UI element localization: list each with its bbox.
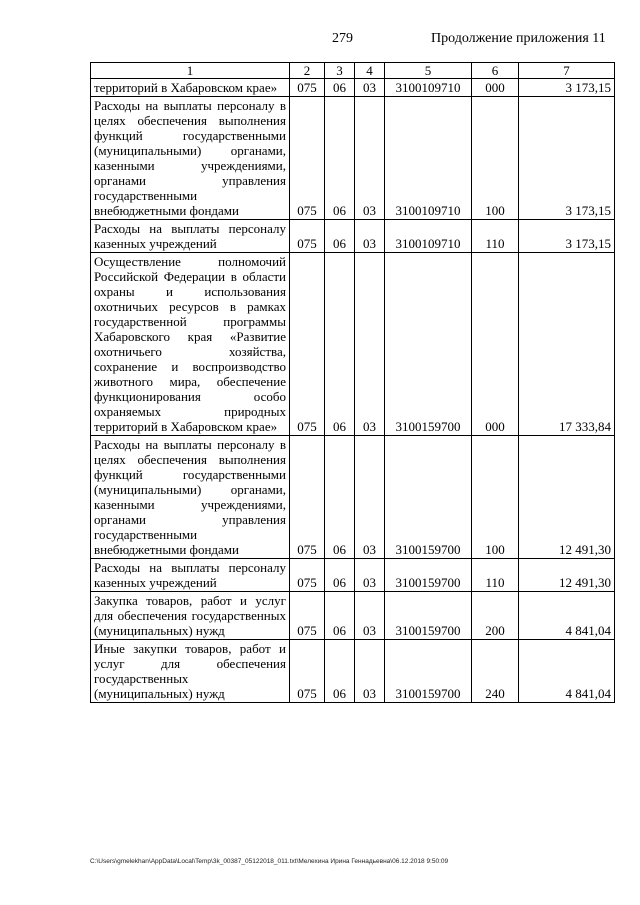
amount: 12 491,30 [519, 559, 615, 592]
subsection-code: 03 [355, 640, 385, 703]
amount: 3 173,15 [519, 97, 615, 220]
appendix-continuation-title: Продолжение приложения 11 [431, 31, 606, 46]
section-code: 06 [325, 436, 355, 559]
subsection-code: 03 [355, 79, 385, 97]
expense-type-code: 100 [472, 436, 519, 559]
target-article-code: 3100109710 [385, 97, 472, 220]
column-header: 1 [91, 63, 290, 79]
expense-type-code: 110 [472, 559, 519, 592]
target-article-code: 3100159700 [385, 592, 472, 640]
budget-table [90, 62, 615, 703]
expense-name: Расходы на выплаты персоналу казенных учреждений [91, 559, 290, 592]
target-article-code: 3100159700 [385, 436, 472, 559]
target-article-code: 3100159700 [385, 559, 472, 592]
table-row [91, 436, 615, 559]
column-header: 3 [325, 63, 355, 79]
ministry-code: 075 [290, 640, 325, 703]
amount: 4 841,04 [519, 592, 615, 640]
expense-name: Расходы на выплаты персоналу казенных учреждений [91, 220, 290, 253]
page-number: 279 [332, 31, 353, 46]
section-code: 06 [325, 592, 355, 640]
column-header: 2 [290, 63, 325, 79]
table-row [91, 79, 615, 97]
subsection-code: 03 [355, 253, 385, 436]
expense-type-code: 240 [472, 640, 519, 703]
table-row [91, 253, 615, 436]
column-number-row [91, 63, 615, 79]
table-row [91, 592, 615, 640]
section-code: 06 [325, 559, 355, 592]
expense-name: Закупка товаров, работ и услуг для обеспечения государственных (муниципальных) нужд [91, 592, 290, 640]
table-row [91, 559, 615, 592]
table-row [91, 97, 615, 220]
ministry-code: 075 [290, 220, 325, 253]
expense-type-code: 110 [472, 220, 519, 253]
subsection-code: 03 [355, 592, 385, 640]
ministry-code: 075 [290, 97, 325, 220]
amount: 17 333,84 [519, 253, 615, 436]
target-article-code: 3100159700 [385, 640, 472, 703]
amount: 3 173,15 [519, 220, 615, 253]
subsection-code: 03 [355, 220, 385, 253]
ministry-code: 075 [290, 253, 325, 436]
section-code: 06 [325, 97, 355, 220]
subsection-code: 03 [355, 559, 385, 592]
column-header: 5 [385, 63, 472, 79]
section-code: 06 [325, 253, 355, 436]
expense-name: Расходы на выплаты персоналу в целях обеспечения выполнения функций государственными (муниципальными) органами, казенными учреждениями, органами управления государственными внебюджетными фондами [91, 97, 290, 220]
file-path-footer: C:\Users\gmelekhan\AppData\Local\Temp\3k_00387_05122018_011.txt\Мелехина Ирина Геннадьевна\06.12.2018 9:50:09 [90, 858, 449, 865]
column-header: 4 [355, 63, 385, 79]
expense-name: территорий в Хабаровском крае» [91, 79, 290, 97]
target-article-code: 3100109710 [385, 79, 472, 97]
section-code: 06 [325, 79, 355, 97]
subsection-code: 03 [355, 436, 385, 559]
table-row [91, 640, 615, 703]
amount: 12 491,30 [519, 436, 615, 559]
expense-type-code: 200 [472, 592, 519, 640]
expense-name: Расходы на выплаты персоналу в целях обеспечения выполнения функций государственными (муниципальными) органами, казенными учреждениями, органами управления государственными внебюджетными фондами [91, 436, 290, 559]
column-header: 6 [472, 63, 519, 79]
subsection-code: 03 [355, 97, 385, 220]
amount: 4 841,04 [519, 640, 615, 703]
ministry-code: 075 [290, 592, 325, 640]
expense-type-code: 100 [472, 97, 519, 220]
ministry-code: 075 [290, 436, 325, 559]
section-code: 06 [325, 640, 355, 703]
target-article-code: 3100109710 [385, 220, 472, 253]
expense-name: Осуществление полномочий Российской Федерации в области охраны и использования охотничьих ресурсов в рамках государственной программы Хабаровского края «Развитие охотничьего хозяйства, сохранение и воспроизводство животного мира, обеспечение функционирования особо охраняемых природных территорий в Хабаровском крае» [91, 253, 290, 436]
table-row [91, 220, 615, 253]
column-header: 7 [519, 63, 615, 79]
ministry-code: 075 [290, 79, 325, 97]
ministry-code: 075 [290, 559, 325, 592]
expense-type-code: 000 [472, 253, 519, 436]
section-code: 06 [325, 220, 355, 253]
expense-type-code: 000 [472, 79, 519, 97]
target-article-code: 3100159700 [385, 253, 472, 436]
expense-name: Иные закупки товаров, работ и услуг для обеспечения государственных (муниципальных) нужд [91, 640, 290, 703]
amount: 3 173,15 [519, 79, 615, 97]
